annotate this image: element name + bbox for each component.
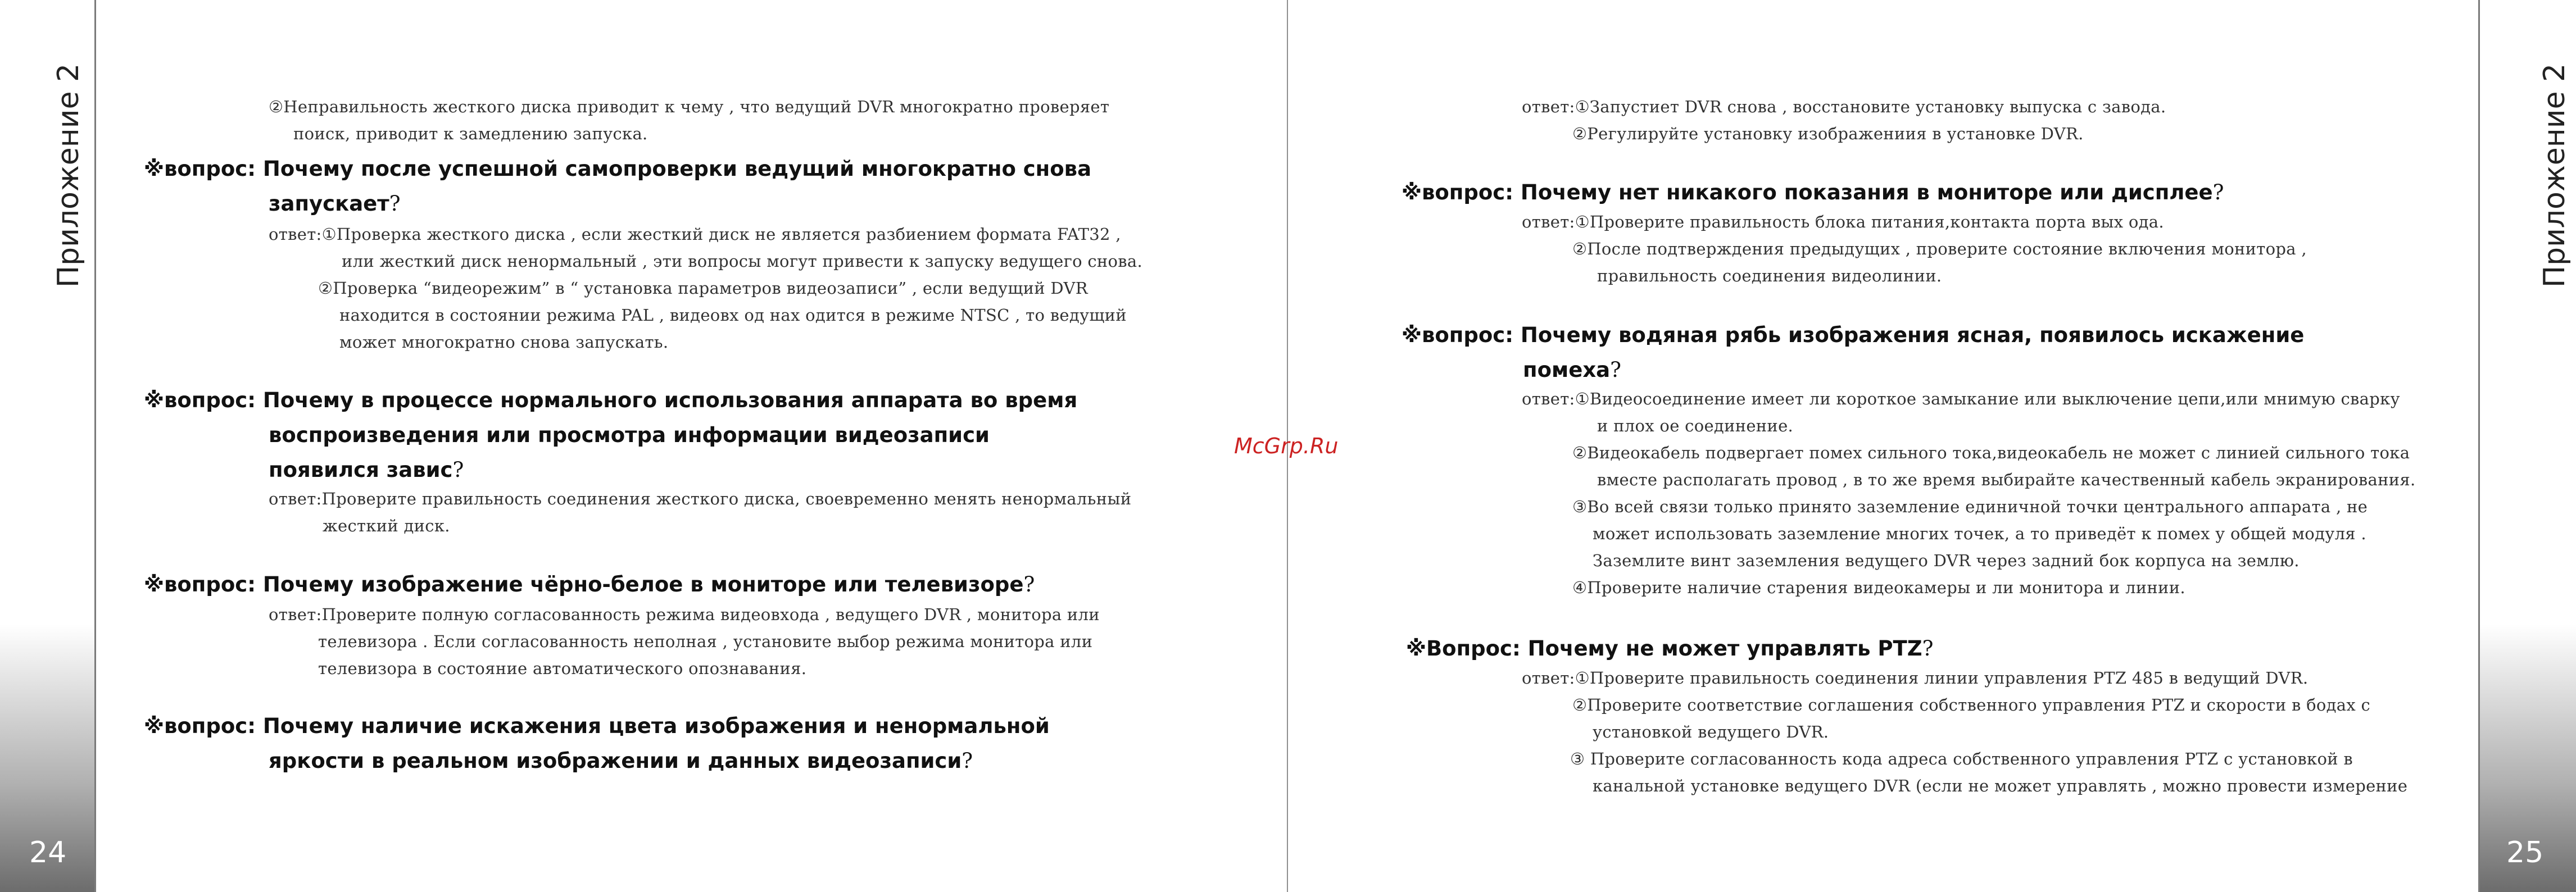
question-prefix: ※вопрос: xyxy=(144,572,263,597)
question-text: Почему наличие искажения цвета изображения и ненормальной xyxy=(262,714,1050,738)
question-prefix: ※вопрос: xyxy=(144,157,263,181)
question-text: Почему в процессе нормального использования аппарата во время xyxy=(262,388,1078,412)
watermark-text: McGrp.Ru xyxy=(1234,434,1339,458)
answer-line: вместе располагать провод , в то же время выбирайте качественный кабель экранирования. xyxy=(1597,470,2416,489)
question-text: Почему не может управлять PTZ xyxy=(1527,636,1922,661)
answer-line: находится в состоянии режима PAL , видеовх од нах одится в режиме NTSC , то ведущий xyxy=(339,306,1127,325)
question-heading-cont xyxy=(269,418,990,453)
answer-line: установкой ведущего DVR. xyxy=(1593,722,1829,741)
answer-line: может многократно снова запускать. xyxy=(339,333,669,352)
question-text: запускает xyxy=(269,192,389,216)
question-heading xyxy=(144,383,1077,418)
answer-line: жесткий диск. xyxy=(323,516,450,535)
right-page-number: 25 xyxy=(2506,836,2544,870)
answer-line: ответ:①Проверите правильность блока питания,контакта порта вых ода. xyxy=(1522,212,2164,231)
question-prefix: ※Вопрос: xyxy=(1406,636,1528,661)
answer-line: ④Проверите наличие старения видеокамеры и ли монитора и линии. xyxy=(1572,578,2185,597)
question-mark: ? xyxy=(1610,358,1621,382)
answer-line: ответ:①Проверка жесткого диска , если жесткий диск не является разбиением формата FAT32 , xyxy=(269,225,1121,244)
answer-line: телевизора . Если согласованность неполная , установите выбор режима монитора или xyxy=(318,632,1093,651)
answer-line: ответ:Проверите полную согласованность режима видеовхода , ведущего DVR , монитора или xyxy=(269,605,1100,624)
question-heading-cont xyxy=(1523,353,1621,388)
question-heading xyxy=(1402,175,2224,210)
answer-line: правильность соединения видеолинии. xyxy=(1597,266,1942,285)
intro-line: поиск, приводит к замедлению запуска. xyxy=(293,124,648,143)
question-prefix: ※вопрос: xyxy=(144,388,263,412)
question-text: Почему нет никакого показания в мониторе или дисплее xyxy=(1520,180,2213,204)
intro-line: ②Регулируйте установку изображениия в установке DVR. xyxy=(1572,124,2084,143)
question-heading-cont xyxy=(269,453,464,488)
left-page-number: 24 xyxy=(29,836,67,870)
question-heading xyxy=(144,709,1050,744)
answer-line: телевизора в состояние автоматического опознавания. xyxy=(318,659,807,678)
answer-line: ответ:①Проверите правильность соединения линии управления PTZ 485 в ведущий DVR. xyxy=(1522,668,2309,688)
question-text: помеха xyxy=(1523,358,1611,382)
question-mark: ? xyxy=(962,749,973,773)
question-text: появился завис xyxy=(269,458,453,482)
answer-line: ③ Проверите согласованность кода адреса собственного управления PTZ с установкой в xyxy=(1570,749,2353,768)
answer-line: ③Во всей связи только принято заземление единичной точки центрального аппарата , не xyxy=(1572,497,2368,516)
question-text: яркости в реальном изображении и данных видеозаписи xyxy=(269,749,962,773)
question-heading-cont xyxy=(269,186,401,221)
question-mark: ? xyxy=(452,458,464,482)
answer-line: может использовать заземление многих точек, а то приведёт к помех у общей модуля . xyxy=(1593,524,2366,543)
question-mark: ? xyxy=(389,192,401,216)
question-heading-cont xyxy=(269,744,973,779)
question-prefix: ※вопрос: xyxy=(144,714,263,738)
right-side-label: Приложение 2 xyxy=(2538,63,2572,288)
question-prefix: ※вопрос: xyxy=(1402,180,1521,204)
question-mark: ? xyxy=(1922,636,1934,661)
left-side-label: Приложение 2 xyxy=(52,63,85,288)
answer-line: ②Видеокабель подвергает помех сильного тока,видеокабель не может с линией сильного тока xyxy=(1572,443,2410,462)
answer-line: канальной установке ведущего DVR (если не может управлять , можно провести измерение xyxy=(1593,776,2408,795)
question-heading xyxy=(144,567,1035,602)
answer-line: ответ:①Видеосоединение имеет ли короткое замыкание или выключение цепи,или мнимую сварку xyxy=(1522,389,2400,408)
question-text: Почему водяная рябь изображения ясная, появилось искажение xyxy=(1520,323,2305,347)
answer-line: и плох ое соединение. xyxy=(1597,416,1794,435)
question-mark: ? xyxy=(2212,180,2224,204)
intro-line: ②Неправильность жесткого диска приводит к чему , что ведущий DVR многократно проверяет xyxy=(269,97,1110,116)
question-prefix: ※вопрос: xyxy=(1402,323,1521,347)
answer-line: или жесткий диск ненормальный , эти вопросы могут привести к запуску ведущего снова. xyxy=(342,252,1143,271)
question-text: воспроизведения или просмотра информации видеозаписи xyxy=(269,423,990,447)
answer-line: ②Проверка “видеорежим” в “ установка параметров видеозаписи” , если ведущий DVR xyxy=(318,279,1088,298)
answer-line: ②После подтверждения предыдущих , проверите состояние включения монитора , xyxy=(1572,239,2307,258)
answer-line: ответ:Проверите правильность соединения жесткого диска, своевременно менять ненормальный xyxy=(269,489,1132,508)
question-heading xyxy=(1402,318,2304,353)
answer-line: Заземлите винт заземления ведущего DVR через задний бок корпуса на землю. xyxy=(1593,551,2300,570)
question-heading xyxy=(144,152,1091,186)
question-text: Почему изображение чёрно-белое в мониторе или телевизоре xyxy=(262,572,1024,597)
question-mark: ? xyxy=(1023,572,1035,597)
intro-line: ответ:①Запустиет DVR снова , восстановите установку выпуска с завода. xyxy=(1522,97,2166,116)
answer-line: ②Проверите соответствие соглашения собственного управления PTZ и скорости в бодах с xyxy=(1572,695,2371,714)
question-text: Почему после успешной самопроверки ведущий многократно снова xyxy=(262,157,1092,181)
question-heading xyxy=(1406,631,1933,666)
